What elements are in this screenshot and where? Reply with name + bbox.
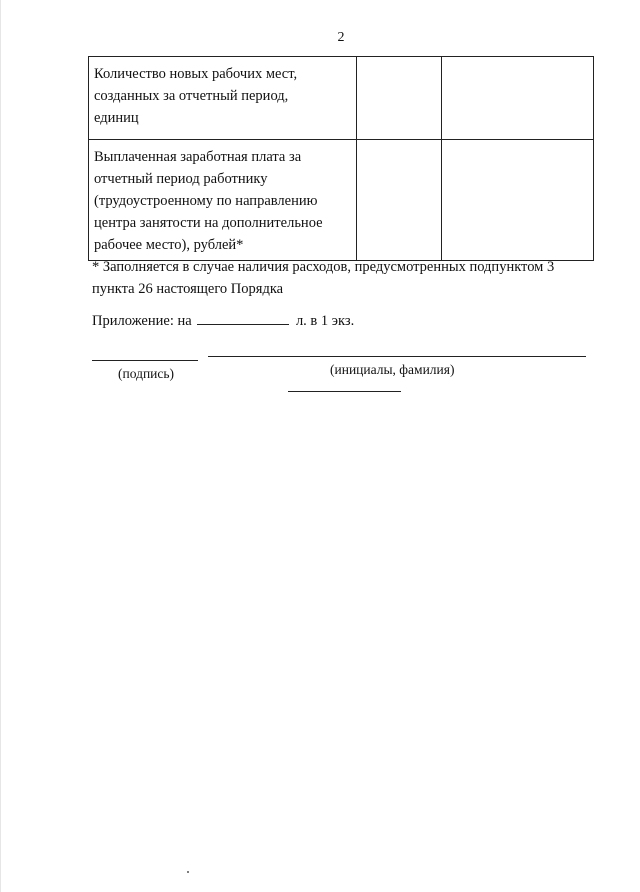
table-cell-value-1 xyxy=(357,57,442,140)
table-row-new-jobs xyxy=(89,57,594,140)
table-cell-label xyxy=(89,57,357,140)
attachment-pages-blank[interactable] xyxy=(197,310,289,325)
label-line: центра занятости на дополнительное xyxy=(94,215,323,231)
label-line: отчетный период работнику xyxy=(94,171,268,187)
table-cell-value-2 xyxy=(442,57,594,140)
table-cell-value-1 xyxy=(357,140,442,261)
attachment-line xyxy=(92,310,354,332)
scan-speck xyxy=(187,871,189,873)
attachment-suffix: л. в 1 экз. xyxy=(295,313,355,329)
page-number: 2 xyxy=(337,30,345,45)
signature-caption: (подпись) xyxy=(118,366,175,381)
footnote xyxy=(92,256,592,300)
label-line: Выплаченная заработная плата за xyxy=(94,149,302,165)
label-line: единиц xyxy=(94,110,139,126)
label-line: Количество новых рабочих мест, xyxy=(94,66,298,82)
table-cell-label xyxy=(89,140,357,261)
page-left-edge xyxy=(0,0,1,892)
name-line[interactable] xyxy=(208,356,586,357)
name-caption: (инициалы, фамилия) xyxy=(330,362,455,377)
label-line: рабочее место), рублей* xyxy=(94,237,244,253)
footnote-line: пункта 26 настоящего Порядка xyxy=(92,281,284,297)
closing-rule xyxy=(288,391,401,392)
attachment-prefix: Приложение: на xyxy=(92,313,192,329)
footnote-line: * Заполняется в случае наличия расходов, предусмотренных подпунктом 3 xyxy=(92,259,555,275)
label-line: созданных за отчетный период, xyxy=(94,88,289,104)
table-cell-value-2 xyxy=(442,140,594,261)
label-line: (трудоустроенному по направлению xyxy=(94,193,318,209)
report-table xyxy=(88,56,594,261)
signature-line[interactable] xyxy=(92,360,198,361)
table-row-paid-salary xyxy=(89,140,594,261)
